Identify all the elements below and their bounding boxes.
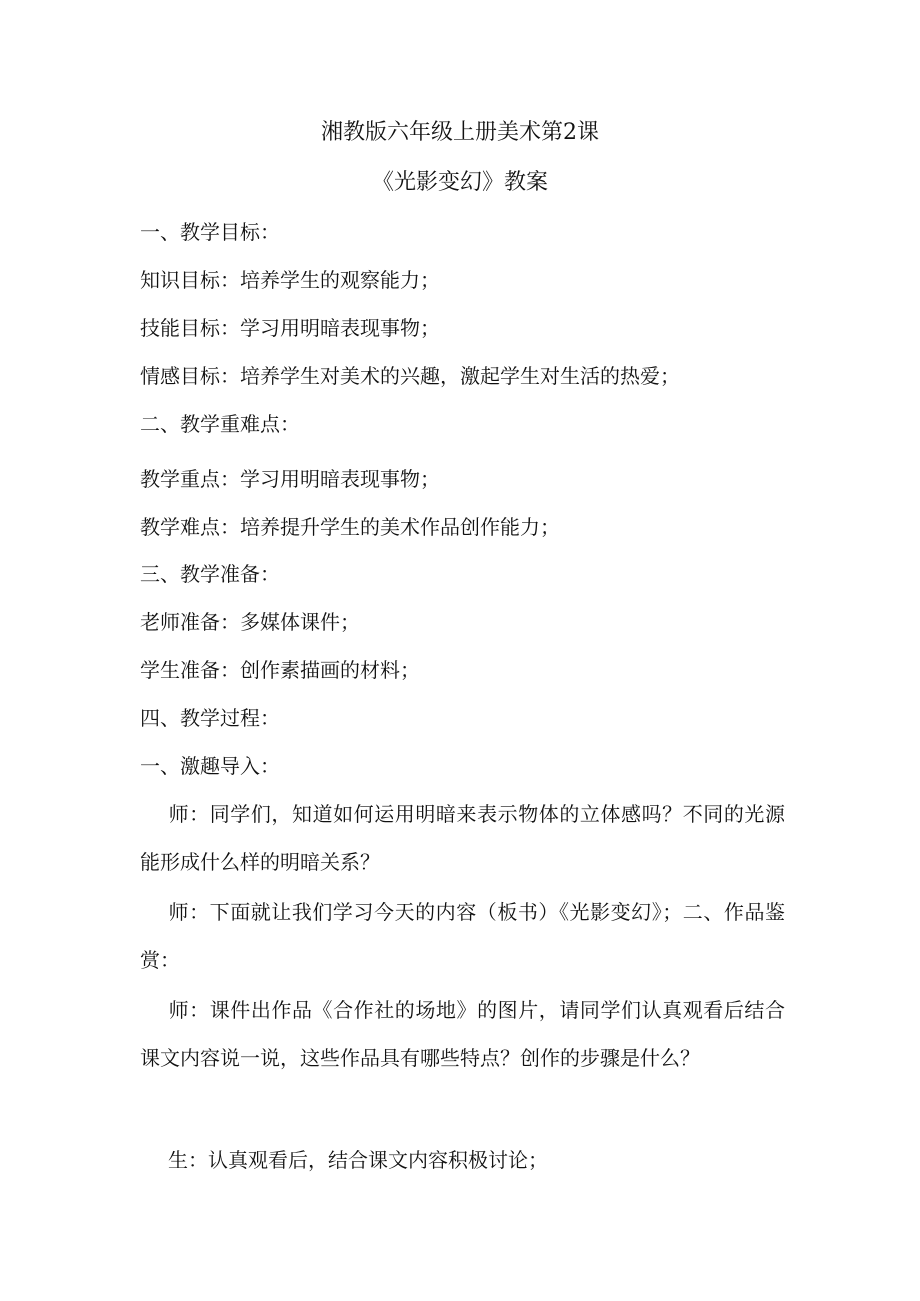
paragraph-text: 生：认真观看后，结合课文内容积极讨论； bbox=[168, 1148, 548, 1172]
paragraph-text: 师：课件出作品《合作社的场地》的图片，请同学们认真观看后结合课文内容说一说，这些作品具有哪些特点？创作的步骤是什么？ bbox=[140, 998, 785, 1070]
document-subtitle: 《光影变幻》教案 bbox=[371, 170, 548, 195]
paragraph-lesson-topic bbox=[140, 888, 785, 984]
emotion-objective: 情感目标：培养学生对美术的兴趣，激起学生对生活的热爱； bbox=[140, 364, 680, 388]
key-point: 教学重点：学习用明暗表现事物； bbox=[140, 467, 440, 491]
difficult-point: 教学难点：培养提升学生的美术作品创作能力； bbox=[140, 515, 560, 539]
teacher-preparation: 老师准备：多媒体课件； bbox=[140, 610, 360, 634]
section-heading-process: 四、教学过程： bbox=[140, 706, 280, 730]
knowledge-objective: 知识目标：培养学生的观察能力； bbox=[140, 268, 440, 292]
section-heading-preparation: 三、教学准备： bbox=[140, 562, 280, 586]
student-preparation: 学生准备：创作素描画的材料； bbox=[140, 658, 420, 682]
subsection-heading-intro: 一、激趣导入： bbox=[140, 754, 280, 778]
paragraph-artwork-appreciation bbox=[140, 986, 785, 1082]
paragraph-intro-question bbox=[140, 790, 785, 886]
section-heading-key-points: 二、教学重难点： bbox=[140, 412, 300, 436]
document-title: 湘教版六年级上册美术第2课 bbox=[321, 120, 599, 145]
paragraph-student-discussion bbox=[140, 1136, 785, 1184]
paragraph-text: 师：同学们，知道如何运用明暗来表示物体的立体感吗？不同的光源能形成什么样的明暗关系？ bbox=[140, 802, 785, 874]
paragraph-text: 师：下面就让我们学习今天的内容（板书）《光影变幻》；二、作品鉴赏： bbox=[140, 900, 785, 972]
section-heading-objectives: 一、教学目标： bbox=[140, 220, 280, 244]
skill-objective: 技能目标：学习用明暗表现事物； bbox=[140, 316, 440, 340]
